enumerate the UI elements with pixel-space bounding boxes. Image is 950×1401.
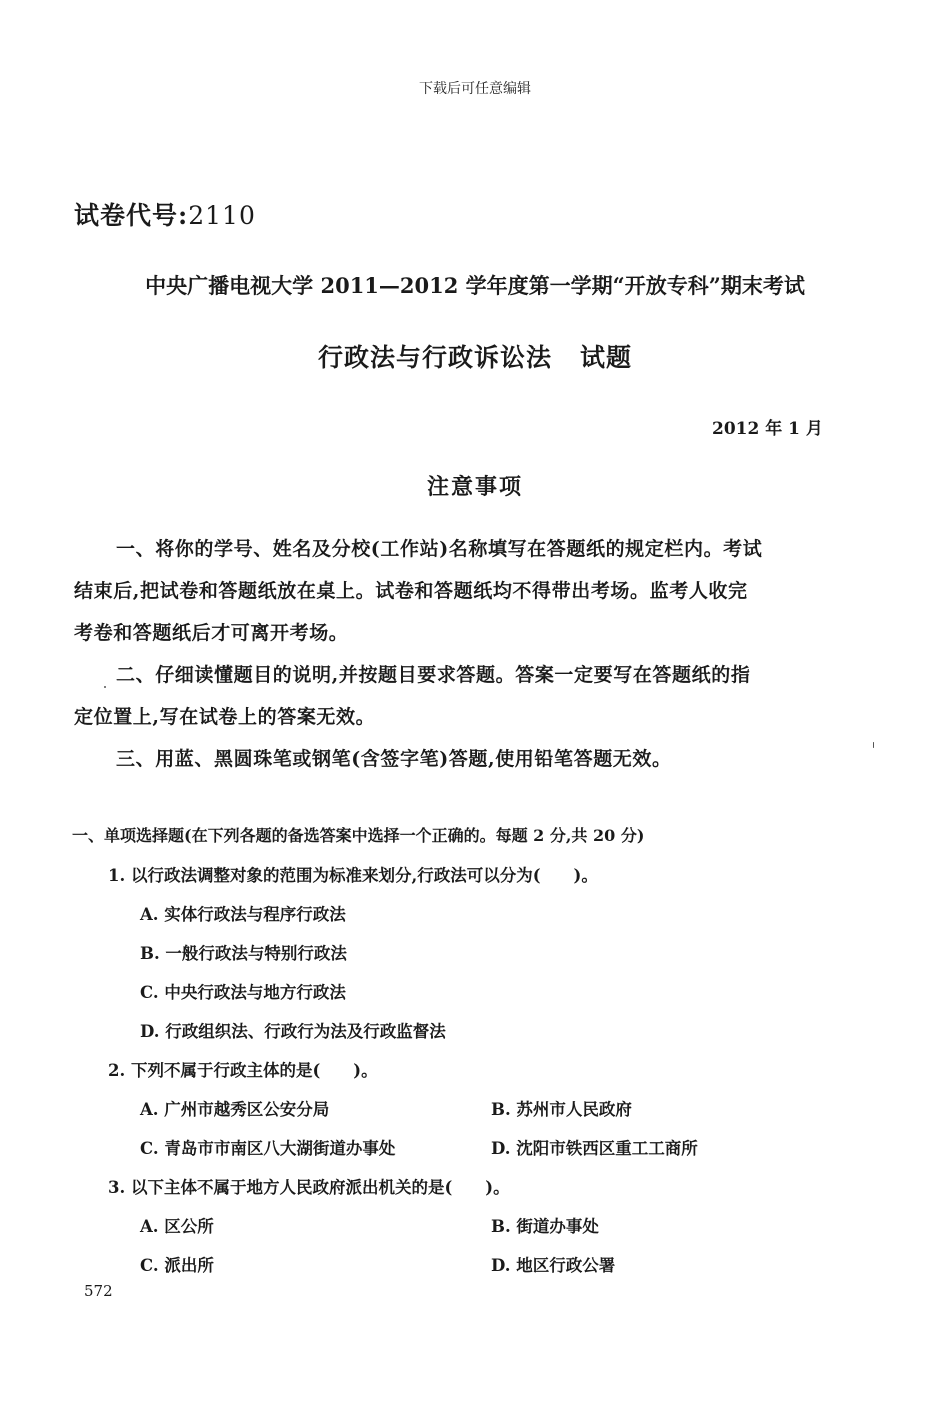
section-title: 一、单项选择题(在下列各题的备选答案中选择一个正确的。每题 2 分,共 20 分) [72, 826, 645, 845]
option-item: D. 沈阳市铁西区重工工商所 [491, 1139, 698, 1158]
option-item: B. 苏州市人民政府 [491, 1100, 632, 1119]
option-item: A. 区公所 [140, 1217, 214, 1236]
option-item: A. 实体行政法与程序行政法 [140, 905, 346, 924]
option-item: D. 行政组织法、行政行为法及行政监督法 [140, 1022, 446, 1041]
question-stem: 2. 下列不属于行政主体的是( )。 [108, 1061, 378, 1080]
notice-line: 考卷和答题纸后才可离开考场。 [74, 622, 349, 644]
scan-speck [873, 742, 874, 748]
option-item: D. 地区行政公署 [491, 1256, 616, 1275]
notice-line: 二、仔细读懂题目的说明,并按题目要求答题。答案一定要写在答题纸的指 [116, 664, 751, 686]
notice-line: 定位置上,写在试卷上的答案无效。 [74, 706, 376, 728]
notice-line: 结束后,把试卷和答题纸放在桌上。试卷和答题纸均不得带出考场。监考人收完 [74, 580, 748, 602]
exam-date: 2012 年 1 月 [712, 419, 823, 439]
top-note: 下载后可任意编辑 [419, 81, 531, 97]
paper-code [74, 196, 256, 232]
option-item: A. 广州市越秀区公安分局 [140, 1100, 330, 1119]
subject-suffix: 试题 [580, 343, 633, 372]
option-item: C. 中央行政法与地方行政法 [140, 983, 346, 1002]
question-stem: 3. 以下主体不属于地方人民政府派出机关的是( )。 [108, 1178, 510, 1197]
option-item: C. 青岛市市南区八大湖街道办事处 [140, 1139, 396, 1158]
notice-line: 一、将你的学号、姓名及分校(工作站)名称填写在答题纸的规定栏内。考试 [116, 538, 763, 560]
question-stem: 1. 以行政法调整对象的范围为标准来划分,行政法可以分为( )。 [108, 866, 598, 885]
notice-title: 注意事项 [426, 474, 523, 500]
option-item: C. 派出所 [140, 1256, 214, 1275]
notice-line: 三、用蓝、黑圆珠笔或钢笔(含签字笔)答题,使用铅笔答题无效。 [116, 748, 672, 770]
subject-name: 行政法与行政诉讼法 [317, 343, 552, 372]
scan-speck [104, 686, 106, 688]
option-item: B. 街道办事处 [491, 1217, 599, 1236]
paper-code-number: 2110 [188, 201, 256, 230]
paper-code-label: 试卷代号: [74, 201, 189, 230]
option-item: B. 一般行政法与特别行政法 [140, 944, 347, 963]
subject-title [0, 338, 950, 374]
page-number: 572 [84, 1282, 113, 1300]
exam-title: 中央广播电视大学 2011—2012 学年度第一学期“开放专科”期末考试 [145, 273, 805, 298]
